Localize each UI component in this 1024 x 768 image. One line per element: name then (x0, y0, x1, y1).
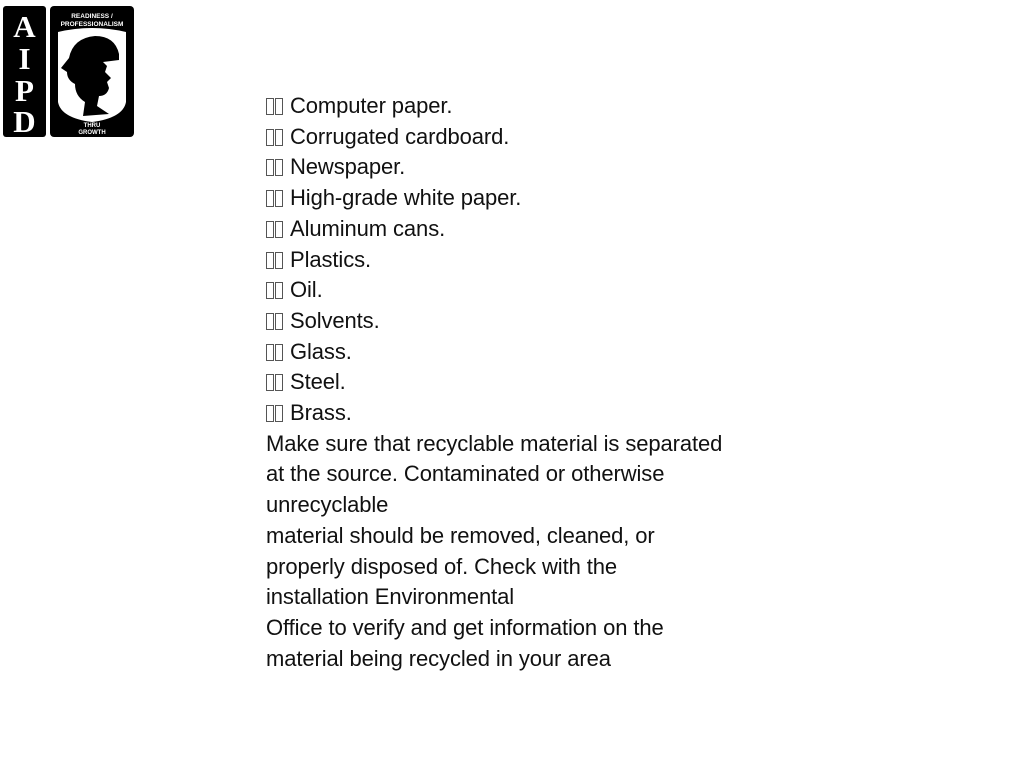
paragraph-line: unrecyclable (266, 492, 389, 518)
list-item-label: Plastics. (290, 246, 372, 272)
list-item-label: Steel. (290, 369, 346, 395)
list-item-label: High-grade white paper. (290, 185, 522, 211)
missing-glyph-box-icon (266, 152, 284, 183)
svg-text:P: P (15, 73, 34, 108)
svg-text:READINESS /: READINESS / (71, 13, 113, 20)
paragraph-line: material should be removed, cleaned, or (266, 522, 655, 548)
paragraph-line: material being recycled in your area (266, 645, 611, 671)
paragraph-line: Make sure that recyclable material is separated (266, 430, 723, 456)
list-item-label: Solvents. (290, 307, 380, 333)
list-item (266, 306, 776, 337)
missing-glyph-box-icon (266, 275, 284, 306)
paragraph-line: installation Environmental (266, 584, 515, 610)
svg-text:PROFESSIONALISM: PROFESSIONALISM (60, 21, 124, 28)
aipd-logo-graphic (3, 6, 134, 137)
list-item (266, 337, 776, 368)
paragraph-line: properly disposed of. Check with the (266, 553, 618, 579)
recycling-instructions (266, 429, 776, 675)
list-item (266, 367, 776, 398)
list-item-label: Oil. (290, 277, 323, 303)
list-item (266, 275, 776, 306)
svg-text:THRU: THRU (83, 123, 101, 129)
missing-glyph-box-icon (266, 337, 284, 368)
svg-text:A: A (13, 9, 36, 44)
paragraph-line: at the source. Contaminated or otherwise (266, 461, 665, 487)
list-item-label: Glass. (290, 338, 352, 364)
aipd-logo (3, 6, 134, 137)
list-item-label: Aluminum cans. (290, 215, 446, 241)
slide-body (266, 91, 776, 674)
missing-glyph-box-icon (266, 122, 284, 153)
list-item-label: Corrugated cardboard. (290, 123, 510, 149)
missing-glyph-box-icon (266, 214, 284, 245)
missing-glyph-box-icon (266, 306, 284, 337)
list-item-label: Computer paper. (290, 93, 453, 118)
missing-glyph-box-icon (266, 91, 284, 122)
list-item (266, 152, 776, 183)
list-item (266, 183, 776, 214)
svg-text:GROWTH: GROWTH (78, 130, 106, 136)
missing-glyph-box-icon (266, 183, 284, 214)
recyclables-list (266, 91, 776, 429)
list-item (266, 245, 776, 276)
missing-glyph-box-icon (266, 367, 284, 398)
list-item-label: Brass. (290, 400, 352, 426)
paragraph-line: Office to verify and get information on the (266, 614, 664, 640)
missing-glyph-box-icon (266, 398, 284, 429)
list-item (266, 91, 776, 122)
missing-glyph-box-icon (266, 245, 284, 276)
list-item-label: Newspaper. (290, 154, 406, 180)
list-item (266, 122, 776, 153)
list-item (266, 398, 776, 429)
svg-text:I: I (18, 41, 31, 76)
svg-text:D: D (13, 104, 36, 137)
list-item (266, 214, 776, 245)
